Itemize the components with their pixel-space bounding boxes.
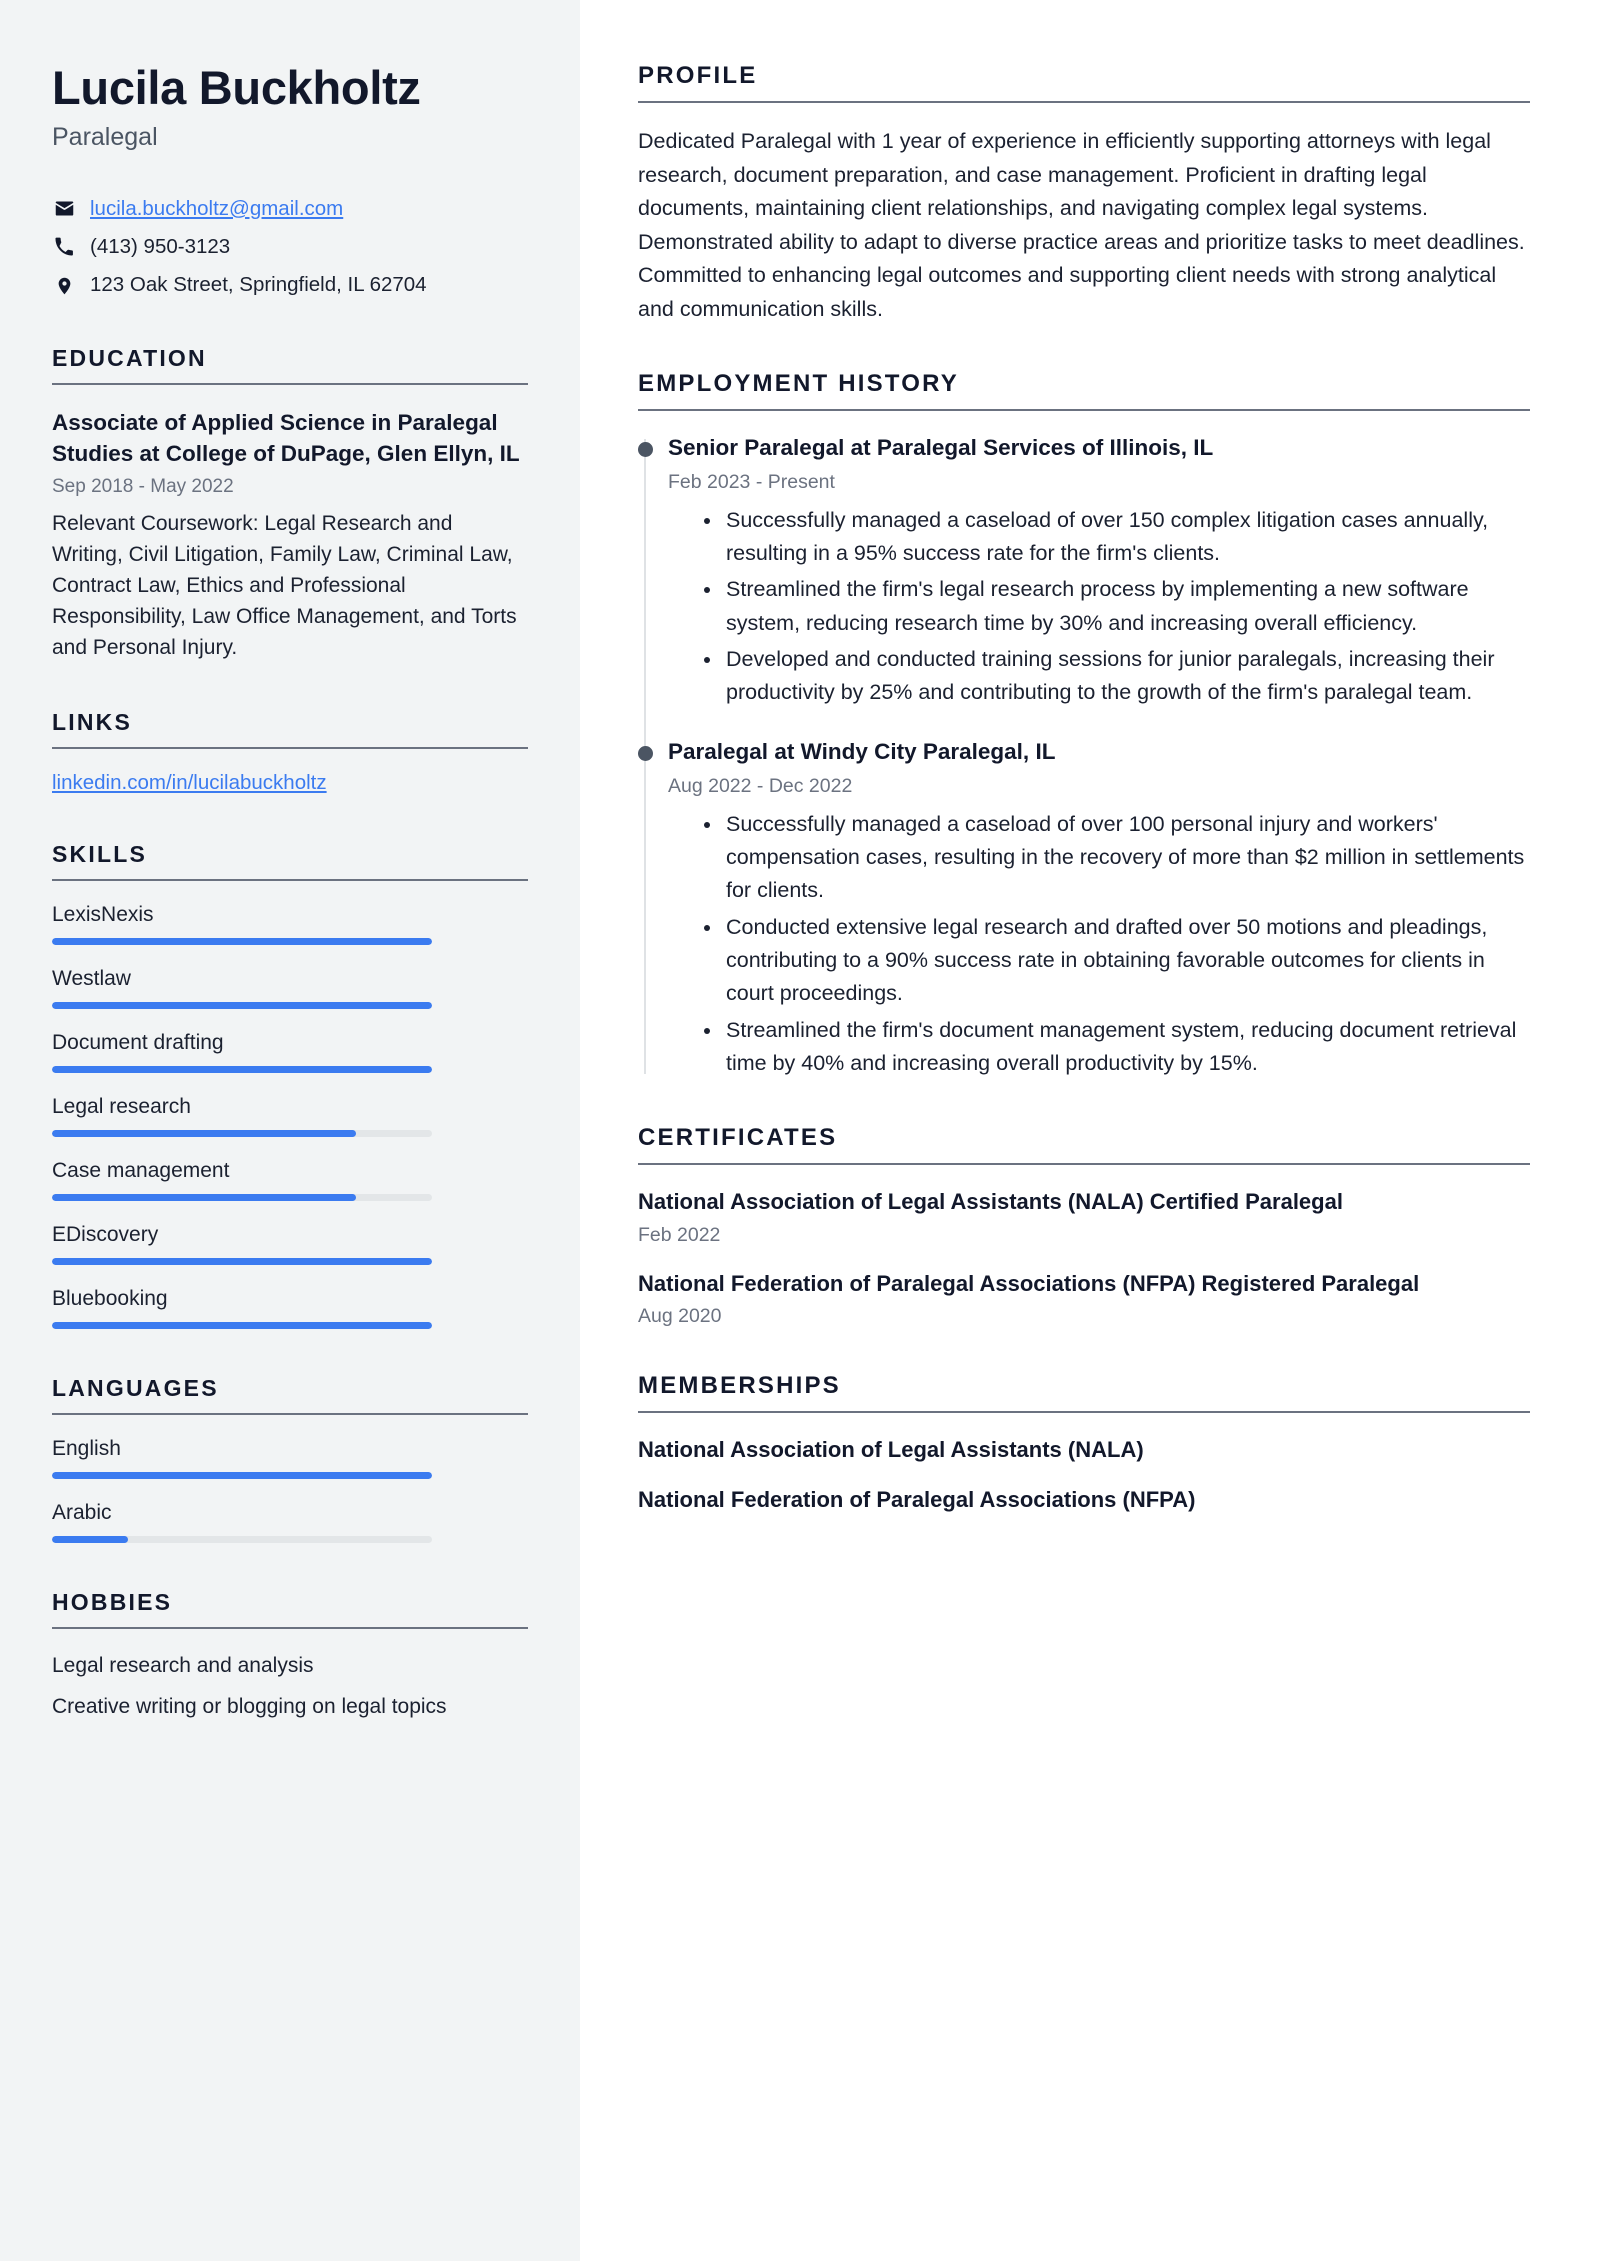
main-content bbox=[580, 0, 1600, 2261]
section-education bbox=[52, 345, 528, 663]
certificates-divider bbox=[638, 1163, 1530, 1165]
skill-label: EDiscovery bbox=[52, 1223, 159, 1247]
memberships-list bbox=[638, 1435, 1530, 1516]
certificate-title: National Association of Legal Assistants (NALA) Certified Paralegal bbox=[638, 1189, 1343, 1215]
section-hobbies bbox=[52, 1589, 528, 1722]
skill-label: Document drafting bbox=[52, 1031, 224, 1055]
section-skills bbox=[52, 841, 528, 1329]
profile-divider bbox=[638, 101, 1530, 103]
timeline-dot-icon bbox=[638, 746, 653, 761]
certificate-item bbox=[638, 1187, 1530, 1246]
sidebar bbox=[0, 0, 580, 2261]
language-label: English bbox=[52, 1437, 121, 1461]
certificate-item bbox=[638, 1269, 1530, 1328]
language-label: Arabic bbox=[52, 1501, 112, 1525]
links-heading: LINKS bbox=[52, 709, 132, 736]
candidate-name: Lucila Buckholtz bbox=[52, 61, 421, 114]
skills-divider bbox=[52, 879, 528, 881]
skill-bar-track bbox=[52, 1066, 432, 1073]
certificates-list bbox=[638, 1187, 1530, 1328]
section-certificates bbox=[638, 1124, 1530, 1328]
skill-item bbox=[52, 903, 528, 945]
language-bar-track bbox=[52, 1472, 432, 1479]
email-link[interactable]: lucila.buckholtz@gmail.com bbox=[90, 196, 344, 220]
education-date: Sep 2018 - May 2022 bbox=[52, 476, 234, 497]
employment-date: Feb 2023 - Present bbox=[668, 470, 835, 493]
envelope-icon bbox=[52, 198, 76, 219]
skill-label: Case management bbox=[52, 1159, 230, 1183]
language-item bbox=[52, 1437, 528, 1479]
employment-title: Paralegal at Windy City Paralegal, IL bbox=[668, 739, 1056, 765]
skill-bar-track bbox=[52, 1194, 432, 1201]
hobbies-heading: HOBBIES bbox=[52, 1589, 173, 1616]
skills-list bbox=[52, 903, 528, 1329]
timeline-dot-icon bbox=[638, 442, 653, 457]
skill-bar-fill bbox=[52, 1258, 432, 1265]
languages-heading: LANGUAGES bbox=[52, 1375, 219, 1402]
skill-bar-fill bbox=[52, 1066, 432, 1073]
contact-email-row[interactable] bbox=[52, 196, 528, 222]
certificates-heading: CERTIFICATES bbox=[638, 1124, 838, 1152]
certificate-title: National Federation of Paralegal Associations (NFPA) Registered Paralegal bbox=[638, 1270, 1420, 1296]
contact-phone-row bbox=[52, 234, 528, 261]
links-divider bbox=[52, 747, 528, 749]
skill-label: Bluebooking bbox=[52, 1287, 168, 1311]
hobbies-divider bbox=[52, 1627, 528, 1629]
skill-bar-track bbox=[52, 1130, 432, 1137]
skill-bar-track bbox=[52, 1258, 432, 1265]
candidate-job-title: Paralegal bbox=[52, 122, 158, 151]
skill-bar-fill bbox=[52, 1130, 356, 1137]
skill-label: Legal research bbox=[52, 1095, 191, 1119]
employment-divider bbox=[638, 409, 1530, 411]
contact-address-row bbox=[52, 272, 528, 299]
education-title: Associate of Applied Science in Paralegal Studies at College of DuPage, Glen Ellyn, IL bbox=[52, 409, 520, 466]
education-heading: EDUCATION bbox=[52, 344, 207, 371]
skill-item bbox=[52, 1031, 528, 1073]
language-bar-fill bbox=[52, 1472, 432, 1479]
profile-heading: PROFILE bbox=[638, 62, 758, 89]
employment-bullets bbox=[700, 504, 1530, 710]
linkedin-link[interactable]: linkedin.com/in/lucilabuckholtz bbox=[52, 771, 327, 795]
section-profile bbox=[638, 62, 1530, 326]
skills-heading: SKILLS bbox=[52, 841, 147, 868]
certificate-date: Feb 2022 bbox=[638, 1223, 721, 1246]
skill-bar-track bbox=[52, 938, 432, 945]
skill-bar-track bbox=[52, 1322, 432, 1329]
employment-title: Senior Paralegal at Paralegal Services of Illinois, IL bbox=[668, 435, 1214, 461]
employment-item bbox=[668, 737, 1530, 1080]
languages-list bbox=[52, 1437, 528, 1543]
skill-bar-fill bbox=[52, 1322, 432, 1329]
employment-bullet: Streamlined the firm's legal research process by implementing a new software system, reducing research time by 30% and increasing overall efficiency. bbox=[700, 573, 1530, 640]
education-divider bbox=[52, 383, 528, 385]
skill-item bbox=[52, 967, 528, 1009]
education-item bbox=[52, 407, 528, 663]
education-description: Relevant Coursework: Legal Research and Writing, Civil Litigation, Family Law, Criminal Law, Contract Law, Ethics and Professional Responsibility, Law Office Management, and Torts and Personal Injury. bbox=[52, 512, 517, 660]
location-pin-icon bbox=[52, 275, 76, 297]
skill-item bbox=[52, 1095, 528, 1137]
address-text: 123 Oak Street, Springfield, IL 62704 bbox=[90, 273, 427, 297]
language-bar-fill bbox=[52, 1536, 128, 1543]
section-employment-history bbox=[638, 370, 1530, 1080]
hobby-item: Legal research and analysis bbox=[52, 1654, 314, 1678]
employment-bullet: Successfully managed a caseload of over 150 complex litigation cases annually, resulting in a 95% success rate for the firm's clients. bbox=[700, 504, 1530, 571]
employment-item bbox=[668, 433, 1530, 709]
section-memberships bbox=[638, 1372, 1530, 1516]
skill-bar-fill bbox=[52, 938, 432, 945]
skill-label: LexisNexis bbox=[52, 903, 154, 927]
skill-item bbox=[52, 1287, 528, 1329]
employment-bullets bbox=[700, 808, 1530, 1081]
skill-bar-fill bbox=[52, 1194, 356, 1201]
employment-date: Aug 2022 - Dec 2022 bbox=[668, 774, 853, 797]
skill-label: Westlaw bbox=[52, 967, 131, 991]
membership-item: National Federation of Paralegal Associations (NFPA) bbox=[638, 1486, 1196, 1512]
membership-item: National Association of Legal Assistants (NALA) bbox=[638, 1437, 1144, 1463]
employment-timeline bbox=[638, 433, 1530, 1080]
languages-divider bbox=[52, 1413, 528, 1415]
memberships-divider bbox=[638, 1411, 1530, 1413]
profile-text: Dedicated Paralegal with 1 year of experience in efficiently supporting attorneys with legal research, document preparation, and case management. Proficient in drafting legal documents, maintaining client relationships, and navigating complex legal systems. Demonstrated ability to adapt to diverse practice areas and prioritize tasks to meet deadlines. Committed to enhancing legal outcomes and supporting client needs with strong analytical and communication skills. bbox=[638, 129, 1525, 321]
section-languages bbox=[52, 1375, 528, 1543]
employment-bullet: Conducted extensive legal research and drafted over 50 motions and pleadings, contributing to a 90% success rate in obtaining favorable outcomes for clients in court proceedings. bbox=[700, 911, 1530, 1011]
language-item bbox=[52, 1501, 528, 1543]
employment-bullet: Streamlined the firm's document management system, reducing document retrieval time by 40% and increasing overall productivity by 15%. bbox=[700, 1014, 1530, 1081]
skill-bar-track bbox=[52, 1002, 432, 1009]
language-bar-track bbox=[52, 1536, 432, 1543]
contact-list bbox=[52, 196, 528, 299]
employment-heading: EMPLOYMENT HISTORY bbox=[638, 370, 959, 398]
certificate-date: Aug 2020 bbox=[638, 1305, 722, 1328]
hobby-item: Creative writing or blogging on legal topics bbox=[52, 1694, 447, 1718]
skill-bar-fill bbox=[52, 1002, 432, 1009]
phone-icon bbox=[52, 237, 76, 257]
skill-item bbox=[52, 1223, 528, 1265]
hobbies-list bbox=[52, 1651, 528, 1722]
memberships-heading: MEMBERSHIPS bbox=[638, 1372, 841, 1400]
skill-item bbox=[52, 1159, 528, 1201]
employment-bullet: Developed and conducted training sessions for junior paralegals, increasing their productivity by 25% and contributing to the growth of the firm's paralegal team. bbox=[700, 643, 1530, 710]
employment-bullet: Successfully managed a caseload of over 100 personal injury and workers' compensation cases, resulting in the recovery of more than $2 million in settlements for clients. bbox=[700, 808, 1530, 908]
section-links bbox=[52, 709, 528, 795]
phone-text: (413) 950-3123 bbox=[90, 234, 231, 258]
